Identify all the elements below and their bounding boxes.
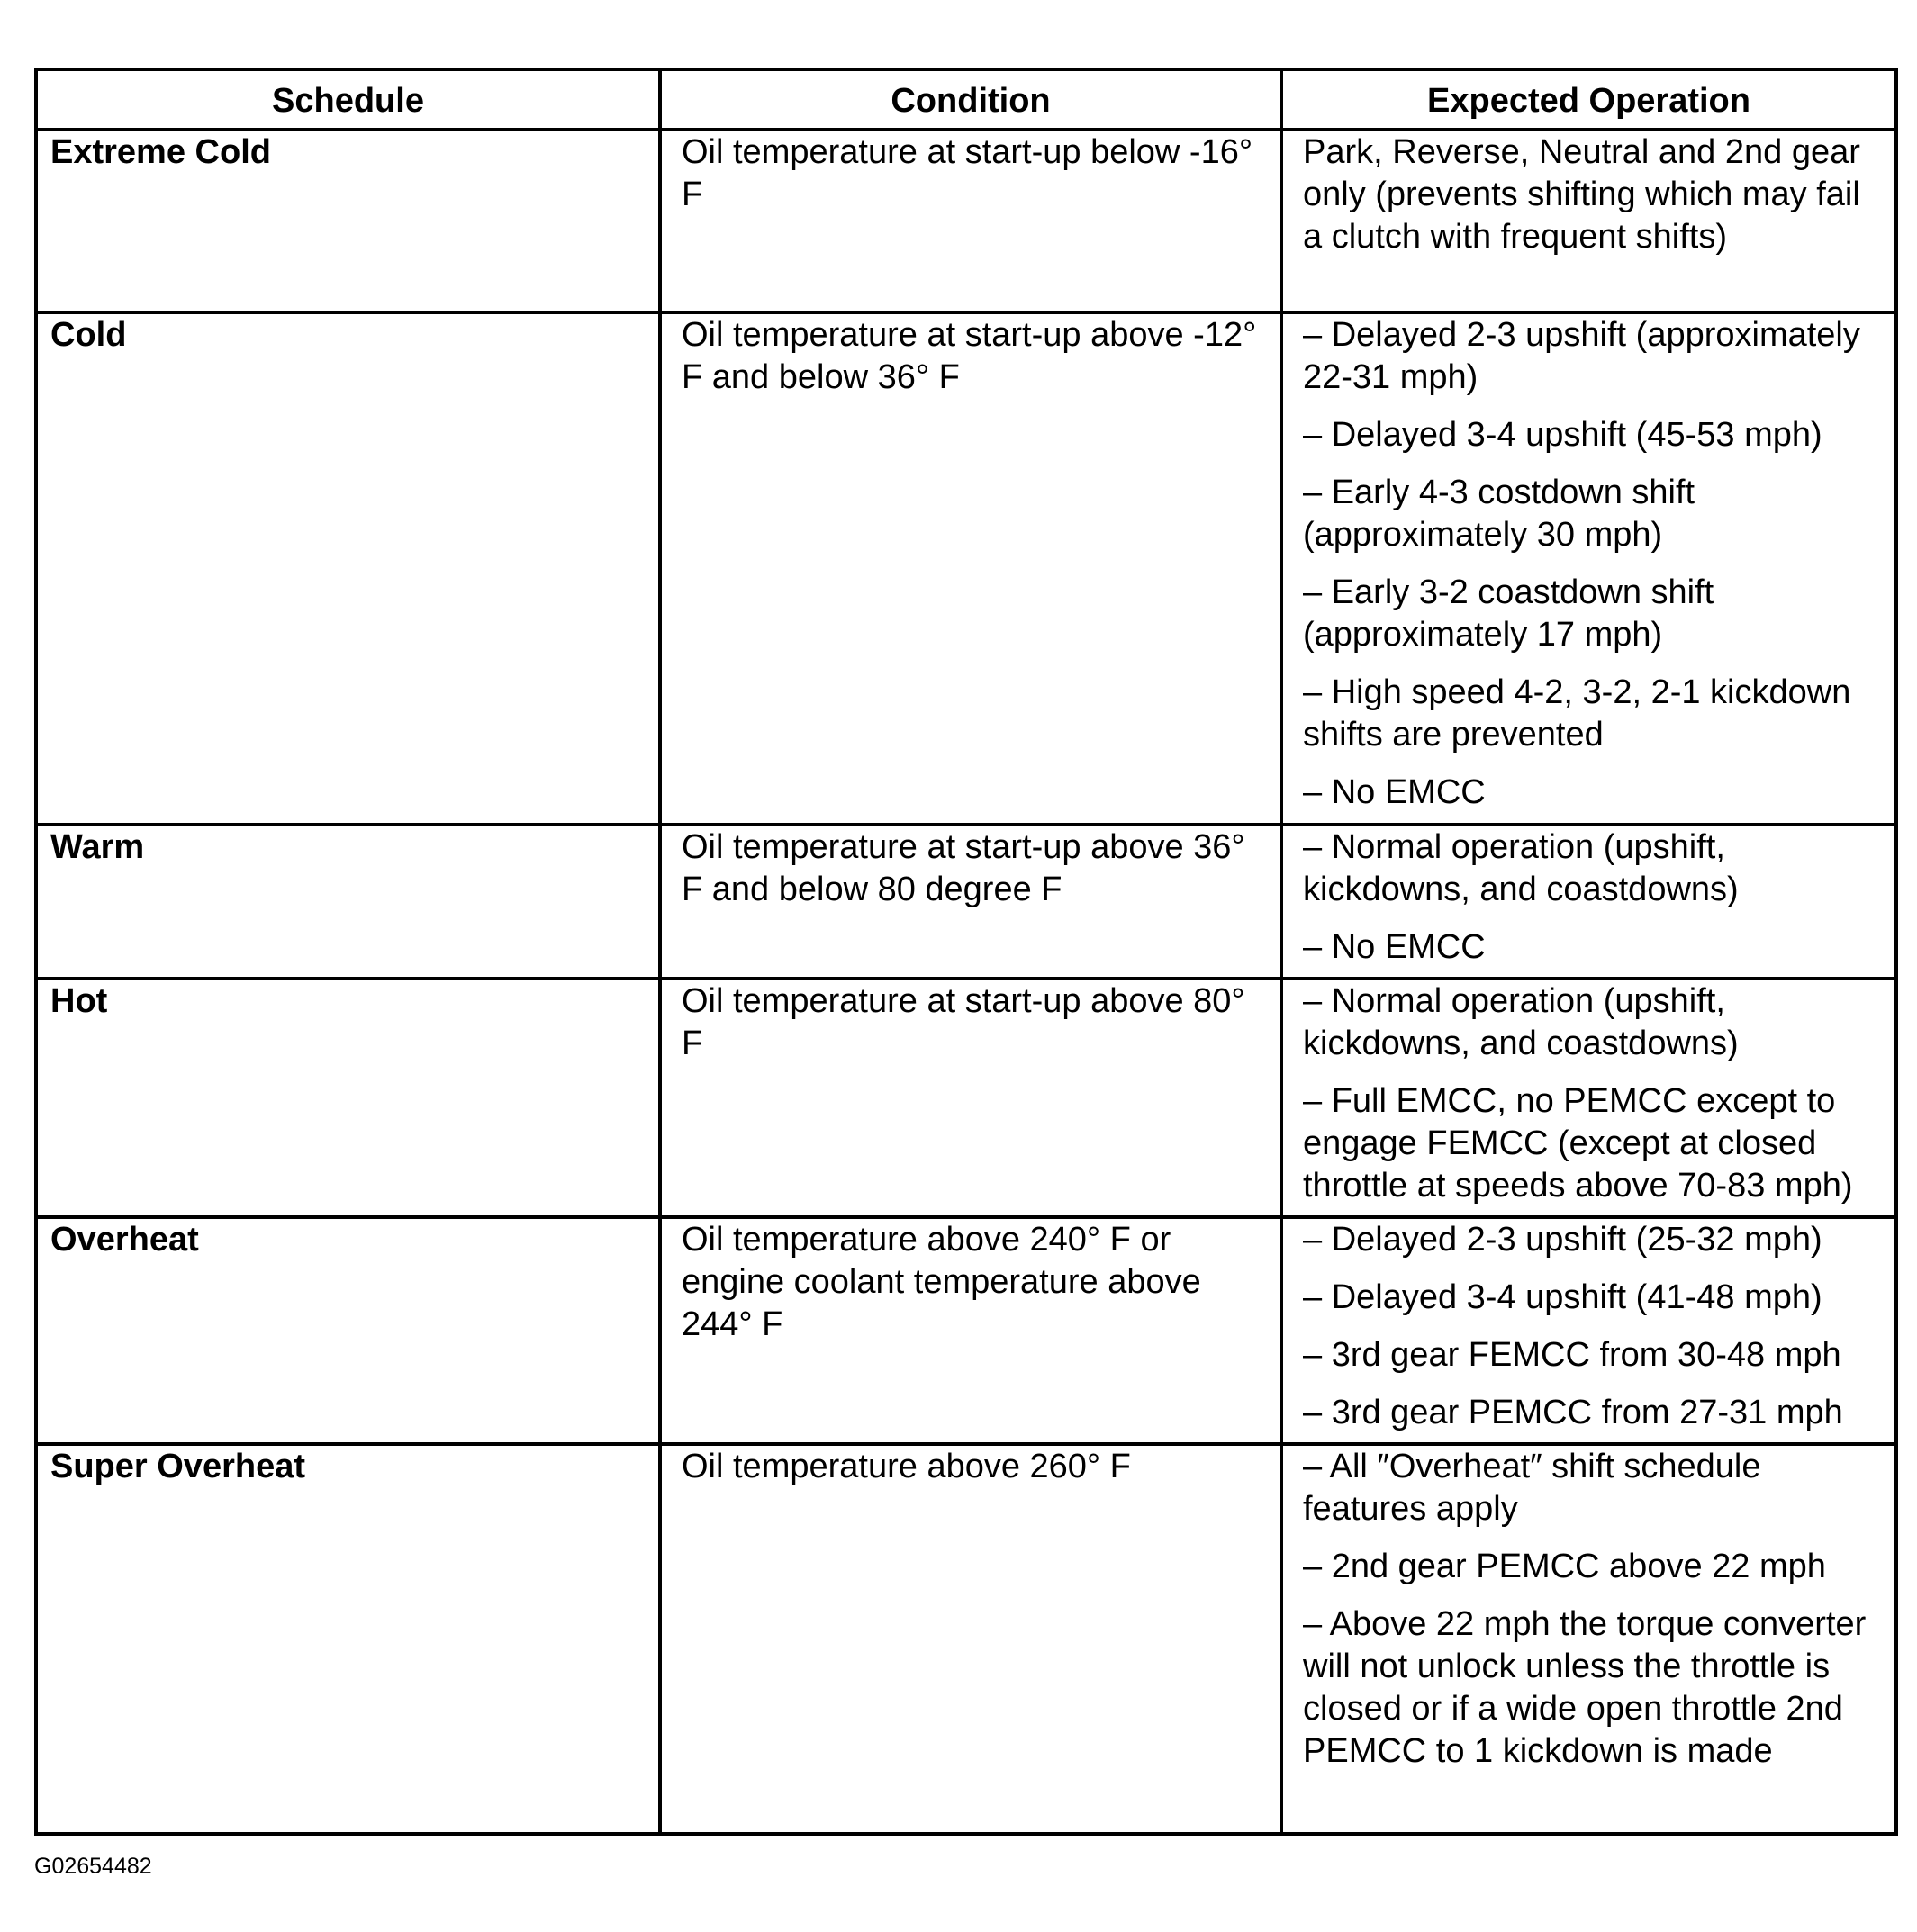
- condition-text: Oil temperature above 240° F or engine coolant temperature above 244° F: [682, 1221, 1201, 1343]
- operation-item: – 3rd gear FEMCC from 30-48 mph: [1303, 1336, 1841, 1374]
- table-row: [36, 979, 1896, 1217]
- condition-cell: [660, 979, 1281, 1217]
- operation-item: – No EMCC: [1303, 773, 1486, 811]
- column-header-schedule: Schedule: [36, 69, 660, 130]
- expected-operation-cell: [1281, 979, 1896, 1217]
- condition-text: Oil temperature at start-up above 36° F and below 80 degree F: [682, 828, 1245, 908]
- operation-item: – Full EMCC, no PEMCC except to engage FEMCC (except at closed throttle at speeds above 70-83 mph): [1303, 1082, 1853, 1205]
- condition-cell: [660, 130, 1281, 312]
- column-header-condition: Condition: [660, 69, 1281, 130]
- expected-operation-cell: [1281, 312, 1896, 825]
- expected-operation-cell: [1281, 1217, 1896, 1444]
- schedule-cell: [36, 1444, 660, 1834]
- condition-cell: [660, 312, 1281, 825]
- operation-item: – No EMCC: [1303, 928, 1486, 966]
- schedule-name: Extreme Cold: [50, 133, 271, 171]
- operation-item: – Delayed 3-4 upshift (45-53 mph): [1303, 416, 1822, 454]
- condition-text: Oil temperature at start-up below -16° F: [682, 133, 1253, 213]
- operation-item: – Normal operation (upshift, kickdowns, and coastdowns): [1303, 982, 1739, 1062]
- operation-item: – All ″Overheat″ shift schedule features apply: [1303, 1448, 1761, 1528]
- column-header-expected-operation: Expected Operation: [1281, 69, 1896, 130]
- condition-cell: [660, 1217, 1281, 1444]
- condition-cell: [660, 1444, 1281, 1834]
- operation-item: – Delayed 3-4 upshift (41-48 mph): [1303, 1278, 1822, 1316]
- condition-cell: [660, 825, 1281, 979]
- table-row: [36, 1217, 1896, 1444]
- expected-operation-cell: [1281, 1444, 1896, 1834]
- schedule-name: Overheat: [50, 1221, 199, 1259]
- schedule-name: Hot: [50, 982, 108, 1020]
- operation-item: – High speed 4-2, 3-2, 2-1 kickdown shifts are prevented: [1303, 673, 1851, 754]
- schedule-cell: [36, 130, 660, 312]
- schedule-cell: [36, 825, 660, 979]
- shift-schedule-table: [34, 68, 1898, 1836]
- operation-item: – Above 22 mph the torque converter will not unlock unless the throttle is closed or if a wide open throttle 2nd PEMCC to 1 kickdown is made: [1303, 1605, 1867, 1770]
- expected-operation-cell: [1281, 130, 1896, 312]
- schedule-name: Cold: [50, 316, 127, 354]
- expected-operation-cell: [1281, 825, 1896, 979]
- operation-item: – Normal operation (upshift, kickdowns, and coastdowns): [1303, 828, 1739, 908]
- operation-item: – Early 4-3 costdown shift (approximately 30 mph): [1303, 474, 1695, 554]
- schedule-name: Super Overheat: [50, 1448, 305, 1485]
- operation-item: Park, Reverse, Neutral and 2nd gear only (prevents shifting which may fail a clutch with frequent shifts): [1303, 133, 1860, 256]
- table-row: [36, 130, 1896, 312]
- shift-schedule-sheet: [34, 68, 1894, 1836]
- schedule-name: Warm: [50, 828, 145, 866]
- operation-item: – 3rd gear PEMCC from 27-31 mph: [1303, 1394, 1843, 1431]
- operation-item: – 2nd gear PEMCC above 22 mph: [1303, 1548, 1826, 1585]
- table-row: [36, 312, 1896, 825]
- figure-id: G02654482: [34, 1854, 152, 1879]
- table-row: [36, 1444, 1896, 1834]
- table-row: [36, 825, 1896, 979]
- condition-text: Oil temperature above 260° F: [682, 1448, 1131, 1485]
- condition-text: Oil temperature at start-up above -12° F and below 36° F: [682, 316, 1257, 396]
- table-header-row: [36, 69, 1896, 130]
- operation-item: – Delayed 2-3 upshift (approximately 22-31 mph): [1303, 316, 1860, 396]
- operation-item: – Early 3-2 coastdown shift (approximately 17 mph): [1303, 573, 1714, 654]
- schedule-cell: [36, 979, 660, 1217]
- operation-item: – Delayed 2-3 upshift (25-32 mph): [1303, 1221, 1822, 1259]
- condition-text: Oil temperature at start-up above 80° F: [682, 982, 1245, 1062]
- schedule-cell: [36, 1217, 660, 1444]
- schedule-cell: [36, 312, 660, 825]
